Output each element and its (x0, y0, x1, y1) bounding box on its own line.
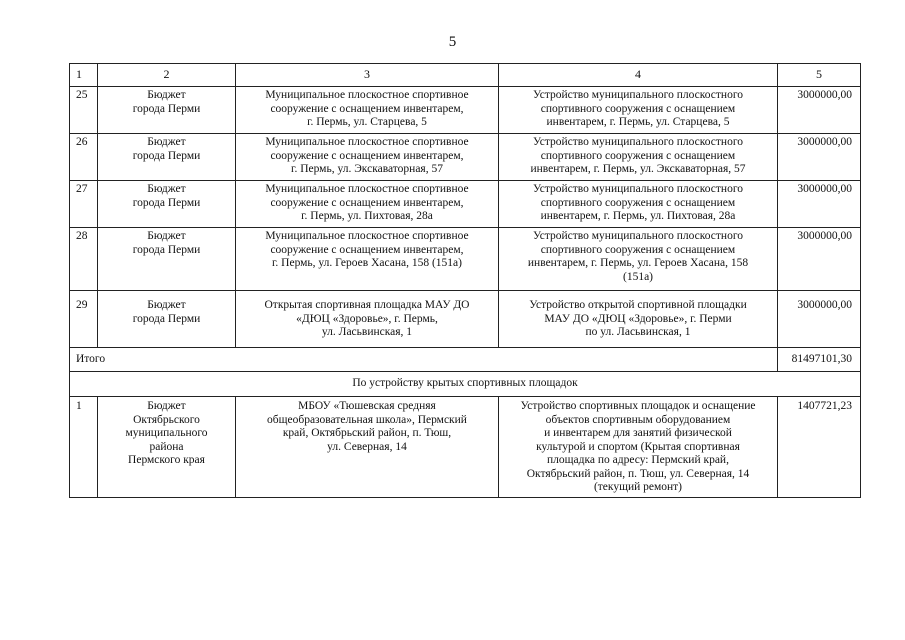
row-number: 27 (70, 181, 98, 228)
header-cell-1: 1 (70, 64, 98, 87)
total-row (70, 348, 861, 372)
row-number: 25 (70, 87, 98, 134)
amount: 3000000,00 (778, 181, 861, 228)
table-header-row (70, 64, 861, 87)
row-number: 1 (70, 397, 98, 498)
object-name: Муниципальное плоскостное спортивное сооружение с оснащением инвентарем, г. Пермь, ул. Экскаваторная, 57 (236, 134, 499, 181)
object-name: Муниципальное плоскостное спортивное сооружение с оснащением инвентарем, г. Пермь, ул. Пихтовая, 28а (236, 181, 499, 228)
funding-source: Бюджет города Перми (98, 87, 236, 134)
amount: 3000000,00 (778, 87, 861, 134)
amount: 3000000,00 (778, 291, 861, 348)
work-description: Устройство муниципального плоскостного спортивного сооружения с оснащением инвентарем, г. Пермь, ул. Пихтовая, 28а (499, 181, 778, 228)
funding-source: Бюджет города Перми (98, 291, 236, 348)
table-row (70, 291, 861, 348)
budget-table (69, 63, 861, 498)
header-cell-5: 5 (778, 64, 861, 87)
table-row (70, 87, 861, 134)
work-description: Устройство открытой спортивной площадки МАУ ДО «ДЮЦ «Здоровье», г. Перми по ул. Ласьвинская, 1 (499, 291, 778, 348)
amount: 1407721,23 (778, 397, 861, 498)
table-row (70, 134, 861, 181)
table-row (70, 181, 861, 228)
amount: 3000000,00 (778, 134, 861, 181)
total-amount: 81497101,30 (778, 348, 861, 372)
object-name: Муниципальное плоскостное спортивное сооружение с оснащением инвентарем, г. Пермь, ул. Героев Хасана, 158 (151а) (236, 228, 499, 291)
work-description: Устройство муниципального плоскостного спортивного сооружения с оснащением инвентарем, г. Пермь, ул. Героев Хасана, 158 (151а) (499, 228, 778, 291)
row-number: 28 (70, 228, 98, 291)
funding-source: Бюджет города Перми (98, 134, 236, 181)
work-description: Устройство муниципального плоскостного спортивного сооружения с оснащением инвентарем, г. Пермь, ул. Экскаваторная, 57 (499, 134, 778, 181)
page-number: 5 (448, 34, 457, 50)
table-row (70, 397, 861, 498)
funding-source: Бюджет города Перми (98, 228, 236, 291)
amount: 3000000,00 (778, 228, 861, 291)
object-name: Открытая спортивная площадка МАУ ДО «ДЮЦ «Здоровье», г. Пермь, ул. Ласьвинская, 1 (236, 291, 499, 348)
funding-source: Бюджет города Перми (98, 181, 236, 228)
section-header-row (70, 372, 861, 397)
header-cell-3: 3 (236, 64, 499, 87)
total-label: Итого (70, 348, 778, 372)
table-row (70, 228, 861, 291)
row-number: 29 (70, 291, 98, 348)
object-name: МБОУ «Тюшевская средняя общеобразовательная школа», Пермский край, Октябрьский район, п. Тюш, ул. Северная, 14 (236, 397, 499, 498)
header-cell-2: 2 (98, 64, 236, 87)
work-description: Устройство спортивных площадок и оснащение объектов спортивным оборудованием и инвентарем для занятий физической культурой и спортом (Крытая спортивная площадка по адресу: Пермский край, Октябрьский район, п. Тюш, ул. Северная, 14 (текущий ремонт) (499, 397, 778, 498)
object-name: Муниципальное плоскостное спортивное сооружение с оснащением инвентарем, г. Пермь, ул. Старцева, 5 (236, 87, 499, 134)
row-number: 26 (70, 134, 98, 181)
work-description: Устройство муниципального плоскостного спортивного сооружения с оснащением инвентарем, г. Пермь, ул. Старцева, 5 (499, 87, 778, 134)
header-cell-4: 4 (499, 64, 778, 87)
section-title: По устройству крытых спортивных площадок (70, 372, 861, 397)
funding-source: Бюджет Октябрьского муниципального района Пермского края (98, 397, 236, 498)
